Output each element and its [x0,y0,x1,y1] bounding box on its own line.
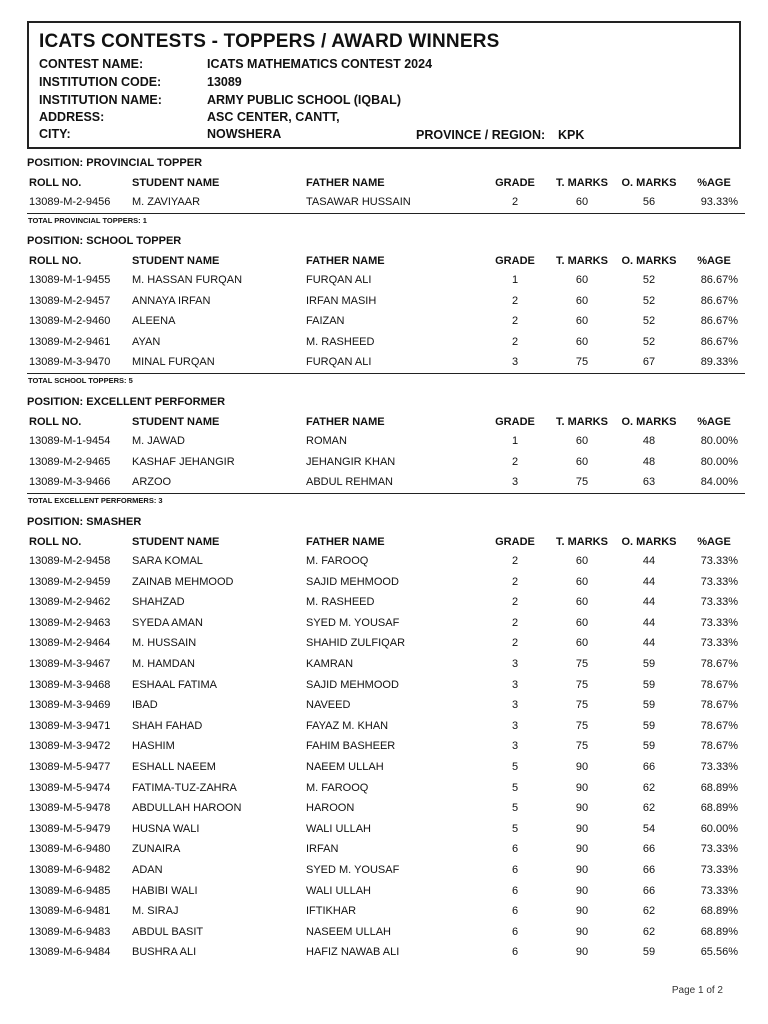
roll-no-header: ROLL NO. [29,255,82,267]
table-row [27,472,745,493]
student-name-cell: ARZOO [132,476,172,489]
percentage-header: %AGE [697,255,731,267]
student-name-cell: SARA KOMAL [132,555,203,567]
roll-no-cell: 13089-M-2-9458 [29,555,111,567]
roll-no-header: ROLL NO. [29,177,82,189]
grade-cell: 3 [511,476,519,489]
grade-cell: 6 [511,884,519,897]
grade-cell: 2 [511,637,519,650]
roll-no-cell: 13089-M-3-9467 [29,657,111,670]
obtained-marks-cell: 59 [642,699,656,712]
percentage-cell: 78.67% [700,657,738,670]
father-name-cell: WALI ULLAH [306,822,372,835]
total-marks-cell: 60 [575,274,589,286]
grade-cell: 3 [511,657,519,670]
grade-cell: 2 [511,335,519,348]
contest-name-value: ICATS MATHEMATICS CONTEST 2024 [207,57,433,71]
section [27,154,745,232]
obtained-marks-cell: 66 [642,843,656,856]
total-marks-cell: 90 [575,863,589,876]
table-row [27,572,745,593]
student-name-cell: ESHAAL FATIMA [132,678,217,691]
total-marks-cell: 60 [575,575,589,588]
table-row [27,613,745,634]
total-marks-cell: 75 [575,476,589,489]
roll-no-cell: 13089-M-5-9474 [29,781,111,794]
table-row [27,311,745,332]
total-marks-cell: 60 [575,294,589,307]
student-name-header: STUDENT NAME [132,536,220,548]
grade-cell: 5 [511,781,519,794]
table-row [27,901,745,922]
grade-header: GRADE [495,416,535,428]
grade-cell: 2 [511,315,519,328]
roll-no-cell: 13089-M-2-9459 [29,575,111,588]
father-name-cell: FAIZAN [306,315,345,328]
grade-cell: 6 [511,905,519,918]
roll-no-cell: 13089-M-2-9465 [29,455,111,468]
obtained-marks-cell: 52 [642,335,656,348]
obtained-marks-header: O. MARKS [621,416,677,428]
province-label: PROVINCE / REGION: [416,128,546,142]
grade-header: GRADE [495,177,535,189]
section [27,393,745,512]
percentage-cell: 80.00% [700,435,738,447]
total-marks-cell: 60 [575,196,589,208]
student-name-header: STUDENT NAME [132,177,220,189]
institution-name-value: ARMY PUBLIC SCHOOL (IQBAL) [207,93,401,107]
student-name-cell: MINAL FURQAN [132,356,215,369]
section-total: TOTAL PROVINCIAL TOPPERS: 1 [27,213,745,232]
obtained-marks-cell: 67 [642,356,656,369]
grade-cell: 1 [511,435,519,447]
obtained-marks-cell: 62 [642,802,656,815]
student-name-cell: SHAHZAD [132,596,185,609]
grade-cell: 2 [511,455,519,468]
obtained-marks-header: O. MARKS [621,177,677,189]
roll-no-cell: 13089-M-6-9485 [29,884,111,897]
student-name-cell: M. SIRAJ [132,905,179,918]
student-name-cell: ZUNAIRA [132,843,181,856]
roll-no-cell: 13089-M-1-9454 [29,435,111,447]
father-name-cell: KAMRAN [306,657,354,670]
obtained-marks-cell: 59 [642,740,656,753]
percentage-cell: 93.33% [700,196,738,208]
table-row [27,452,745,473]
roll-no-cell: 13089-M-2-9461 [29,335,111,348]
grade-cell: 2 [511,616,519,629]
roll-no-header: ROLL NO. [29,416,82,428]
percentage-cell: 78.67% [700,719,738,732]
obtained-marks-cell: 44 [642,555,656,567]
obtained-marks-cell: 44 [642,637,656,650]
column-header-row [27,251,745,270]
total-marks-cell: 60 [575,555,589,567]
obtained-marks-cell: 56 [642,196,656,208]
student-name-cell: HASHIM [132,740,175,753]
roll-no-cell: 13089-M-2-9457 [29,294,111,307]
father-name-cell: IFTIKHAR [306,905,357,918]
grade-cell: 6 [511,925,519,938]
column-header-row [27,173,745,192]
student-name-cell: ALEENA [132,315,176,328]
obtained-marks-cell: 44 [642,596,656,609]
roll-no-cell: 13089-M-3-9468 [29,678,111,691]
province-value: KPK [558,128,585,142]
grade-cell: 2 [511,294,519,307]
percentage-cell: 73.33% [700,863,738,876]
obtained-marks-header: O. MARKS [621,255,677,267]
table-row [27,798,745,819]
table-row [27,633,745,654]
student-name-cell: AYAN [132,335,161,348]
position-heading: POSITION: PROVINCIAL TOPPER [27,157,203,169]
father-name-cell: NAVEED [306,699,351,712]
father-name-cell: ROMAN [306,435,347,447]
percentage-header: %AGE [697,177,731,189]
father-name-cell: SHAHID ZULFIQAR [306,637,406,650]
father-name-cell: FURQAN ALI [306,274,372,286]
grade-cell: 3 [511,356,519,369]
grade-cell: 3 [511,678,519,691]
student-name-cell: HABIBI WALI [132,884,198,897]
grade-header: GRADE [495,536,535,548]
grade-cell: 2 [511,575,519,588]
father-name-cell: M. RASHEED [306,596,375,609]
roll-no-cell: 13089-M-5-9479 [29,822,111,835]
roll-no-cell: 13089-M-6-9484 [29,946,111,959]
table-row [27,716,745,737]
percentage-cell: 73.33% [700,596,738,609]
grade-cell: 3 [511,740,519,753]
table-row [27,839,745,860]
table-row [27,654,745,675]
father-name-cell: M. FAROOQ [306,555,369,567]
table-row [27,922,745,943]
total-marks-cell: 60 [575,616,589,629]
position-heading: POSITION: EXCELLENT PERFORMER [27,396,226,408]
student-name-cell: M. HAMDAN [132,657,195,670]
grade-cell: 2 [511,596,519,609]
total-marks-cell: 90 [575,884,589,897]
percentage-cell: 73.33% [700,575,738,588]
table-row [27,695,745,716]
student-name-cell: ANNAYA IRFAN [132,294,211,307]
table-row [27,675,745,696]
obtained-marks-cell: 62 [642,925,656,938]
student-name-cell: ZAINAB MEHMOOD [132,575,234,588]
section-total: TOTAL SCHOOL TOPPERS: 5 [27,373,745,392]
total-marks-cell: 90 [575,925,589,938]
obtained-marks-cell: 66 [642,884,656,897]
father-name-cell: SYED M. YOUSAF [306,616,400,629]
father-name-cell: M. FAROOQ [306,781,369,794]
percentage-cell: 84.00% [700,476,738,489]
obtained-marks-cell: 63 [642,476,656,489]
document-title: ICATS CONTESTS - TOPPERS / AWARD WINNERS [39,31,500,52]
percentage-cell: 86.67% [700,315,738,328]
obtained-marks-cell: 52 [642,315,656,328]
roll-no-cell: 13089-M-6-9481 [29,905,111,918]
percentage-cell: 78.67% [700,740,738,753]
table-row [27,942,745,963]
city-value: NOWSHERA [207,127,282,141]
roll-no-cell: 13089-M-5-9478 [29,802,111,815]
obtained-marks-cell: 52 [642,294,656,307]
total-marks-cell: 60 [575,435,589,447]
section [27,513,745,963]
percentage-cell: 73.33% [700,616,738,629]
position-heading: POSITION: SMASHER [27,516,142,528]
table-row [27,291,745,312]
total-marks-cell: 75 [575,356,589,369]
percentage-cell: 60.00% [700,822,738,835]
percentage-cell: 78.67% [700,699,738,712]
roll-no-cell: 13089-M-6-9483 [29,925,111,938]
table-row [27,192,745,213]
roll-no-cell: 13089-M-1-9455 [29,274,111,286]
percentage-cell: 80.00% [700,455,738,468]
table-row [27,819,745,840]
grade-header: GRADE [495,255,535,267]
father-name-cell: ABDUL REHMAN [306,476,393,489]
obtained-marks-cell: 66 [642,760,656,773]
institution-code-label: INSTITUTION CODE: [39,75,162,89]
total-marks-cell: 75 [575,657,589,670]
grade-cell: 6 [511,843,519,856]
father-name-cell: SYED M. YOUSAF [306,863,400,876]
obtained-marks-cell: 62 [642,905,656,918]
total-marks-cell: 90 [575,760,589,773]
percentage-cell: 86.67% [700,335,738,348]
total-marks-cell: 60 [575,315,589,328]
contest-name-label: CONTEST NAME: [39,57,144,71]
roll-no-cell: 13089-M-3-9472 [29,740,111,753]
obtained-marks-cell: 48 [642,435,656,447]
father-name-cell: WALI ULLAH [306,884,372,897]
percentage-cell: 78.67% [700,678,738,691]
father-name-header: FATHER NAME [306,255,385,267]
student-name-cell: SYEDA AMAN [132,616,203,629]
student-name-cell: SHAH FAHAD [132,719,203,732]
grade-cell: 1 [511,274,519,286]
student-name-cell: ESHALL NAEEM [132,760,216,773]
roll-no-cell: 13089-M-3-9471 [29,719,111,732]
table-row [27,270,745,291]
student-name-cell: BUSHRA ALI [132,946,197,959]
grade-cell: 3 [511,719,519,732]
percentage-cell: 73.33% [700,884,738,897]
grade-cell: 2 [511,555,519,567]
roll-no-cell: 13089-M-5-9477 [29,760,111,773]
roll-no-cell: 13089-M-3-9466 [29,476,111,489]
father-name-cell: FAHIM BASHEER [306,740,396,753]
father-name-cell: FAYAZ M. KHAN [306,719,389,732]
father-name-header: FATHER NAME [306,416,385,428]
total-marks-cell: 90 [575,802,589,815]
father-name-cell: SAJID MEHMOOD [306,678,399,691]
grade-cell: 5 [511,760,519,773]
percentage-cell: 73.33% [700,637,738,650]
total-marks-header: T. MARKS [556,416,608,428]
table-row [27,778,745,799]
student-name-cell: M. JAWAD [132,435,185,447]
total-marks-cell: 60 [575,335,589,348]
total-marks-header: T. MARKS [556,177,608,189]
obtained-marks-cell: 54 [642,822,656,835]
percentage-cell: 68.89% [700,905,738,918]
total-marks-header: T. MARKS [556,536,608,548]
address-label: ADDRESS: [39,110,105,124]
father-name-cell: M. RASHEED [306,335,375,348]
obtained-marks-cell: 52 [642,274,656,286]
student-name-header: STUDENT NAME [132,416,220,428]
total-marks-cell: 90 [575,781,589,794]
table-row [27,352,745,373]
total-marks-cell: 60 [575,596,589,609]
grade-cell: 3 [511,699,519,712]
father-name-cell: JEHANGIR KHAN [306,455,396,468]
percentage-cell: 73.33% [700,555,738,567]
student-name-header: STUDENT NAME [132,255,220,267]
student-name-cell: KASHAF JEHANGIR [132,455,235,468]
student-name-cell: M. ZAVIYAAR [132,196,201,208]
father-name-cell: SAJID MEHMOOD [306,575,399,588]
institution-code-value: 13089 [207,75,242,89]
total-marks-cell: 75 [575,699,589,712]
student-name-cell: M. HUSSAIN [132,637,197,650]
student-name-cell: FATIMA-TUZ-ZAHRA [132,781,237,794]
table-row [27,431,745,452]
obtained-marks-cell: 59 [642,719,656,732]
grade-cell: 6 [511,863,519,876]
roll-no-header: ROLL NO. [29,536,82,548]
obtained-marks-header: O. MARKS [621,536,677,548]
total-marks-header: T. MARKS [556,255,608,267]
roll-no-cell: 13089-M-6-9480 [29,843,111,856]
father-name-cell: NAEEM ULLAH [306,760,384,773]
total-marks-cell: 60 [575,637,589,650]
city-label: CITY: [39,127,71,141]
grade-cell: 5 [511,802,519,815]
roll-no-cell: 13089-M-3-9470 [29,356,111,369]
table-row [27,736,745,757]
section-total: TOTAL EXCELLENT PERFORMERS: 3 [27,493,745,512]
obtained-marks-cell: 62 [642,781,656,794]
total-marks-cell: 90 [575,946,589,959]
total-marks-cell: 90 [575,905,589,918]
student-name-cell: IBAD [132,699,158,712]
total-marks-cell: 75 [575,740,589,753]
obtained-marks-cell: 66 [642,863,656,876]
obtained-marks-cell: 44 [642,616,656,629]
percentage-cell: 68.89% [700,802,738,815]
total-marks-cell: 90 [575,843,589,856]
table-row [27,757,745,778]
father-name-cell: HAFIZ NAWAB ALI [306,946,400,959]
percentage-header: %AGE [697,536,731,548]
total-marks-cell: 75 [575,719,589,732]
percentage-cell: 86.67% [700,294,738,307]
total-marks-cell: 75 [575,678,589,691]
roll-no-cell: 13089-M-2-9462 [29,596,111,609]
father-name-cell: TASAWAR HUSSAIN [306,196,411,208]
student-name-cell: HUSNA WALI [132,822,200,835]
roll-no-cell: 13089-M-2-9460 [29,315,111,328]
page-number: Page 1 of 2 [671,985,723,996]
student-name-cell: ADAN [132,863,163,876]
roll-no-cell: 13089-M-2-9464 [29,637,111,650]
student-name-cell: M. HASSAN FURQAN [132,274,243,286]
table-row [27,551,745,572]
percentage-header: %AGE [697,416,731,428]
father-name-header: FATHER NAME [306,536,385,548]
roll-no-cell: 13089-M-3-9469 [29,699,111,712]
father-name-cell: NASEEM ULLAH [306,925,391,938]
table-row [27,592,745,613]
column-header-row [27,532,745,551]
percentage-cell: 73.33% [700,760,738,773]
roll-no-cell: 13089-M-2-9456 [29,196,111,208]
percentage-cell: 86.67% [700,274,738,286]
percentage-cell: 89.33% [700,356,738,369]
section [27,232,745,392]
father-name-cell: IRFAN [306,843,339,856]
student-name-cell: ABDUL BASIT [132,925,204,938]
obtained-marks-cell: 59 [642,678,656,691]
table-row [27,881,745,902]
grade-cell: 2 [511,196,519,208]
obtained-marks-cell: 59 [642,946,656,959]
table-row [27,332,745,353]
position-heading: POSITION: SCHOOL TOPPER [27,235,182,247]
total-marks-cell: 90 [575,822,589,835]
father-name-cell: FURQAN ALI [306,356,372,369]
obtained-marks-cell: 59 [642,657,656,670]
grade-cell: 5 [511,822,519,835]
grade-cell: 6 [511,946,519,959]
address-value: ASC CENTER, CANTT, [207,110,340,124]
obtained-marks-cell: 48 [642,455,656,468]
student-name-cell: ABDULLAH HAROON [132,802,242,815]
percentage-cell: 68.89% [700,781,738,794]
father-name-cell: IRFAN MASIH [306,294,377,307]
roll-no-cell: 13089-M-6-9482 [29,863,111,876]
father-name-cell: HAROON [306,802,355,815]
obtained-marks-cell: 44 [642,575,656,588]
table-row [27,860,745,881]
total-marks-cell: 60 [575,455,589,468]
percentage-cell: 65.56% [700,946,738,959]
percentage-cell: 68.89% [700,925,738,938]
percentage-cell: 73.33% [700,843,738,856]
column-header-row [27,412,745,431]
institution-name-label: INSTITUTION NAME: [39,93,162,107]
father-name-header: FATHER NAME [306,177,385,189]
roll-no-cell: 13089-M-2-9463 [29,616,111,629]
